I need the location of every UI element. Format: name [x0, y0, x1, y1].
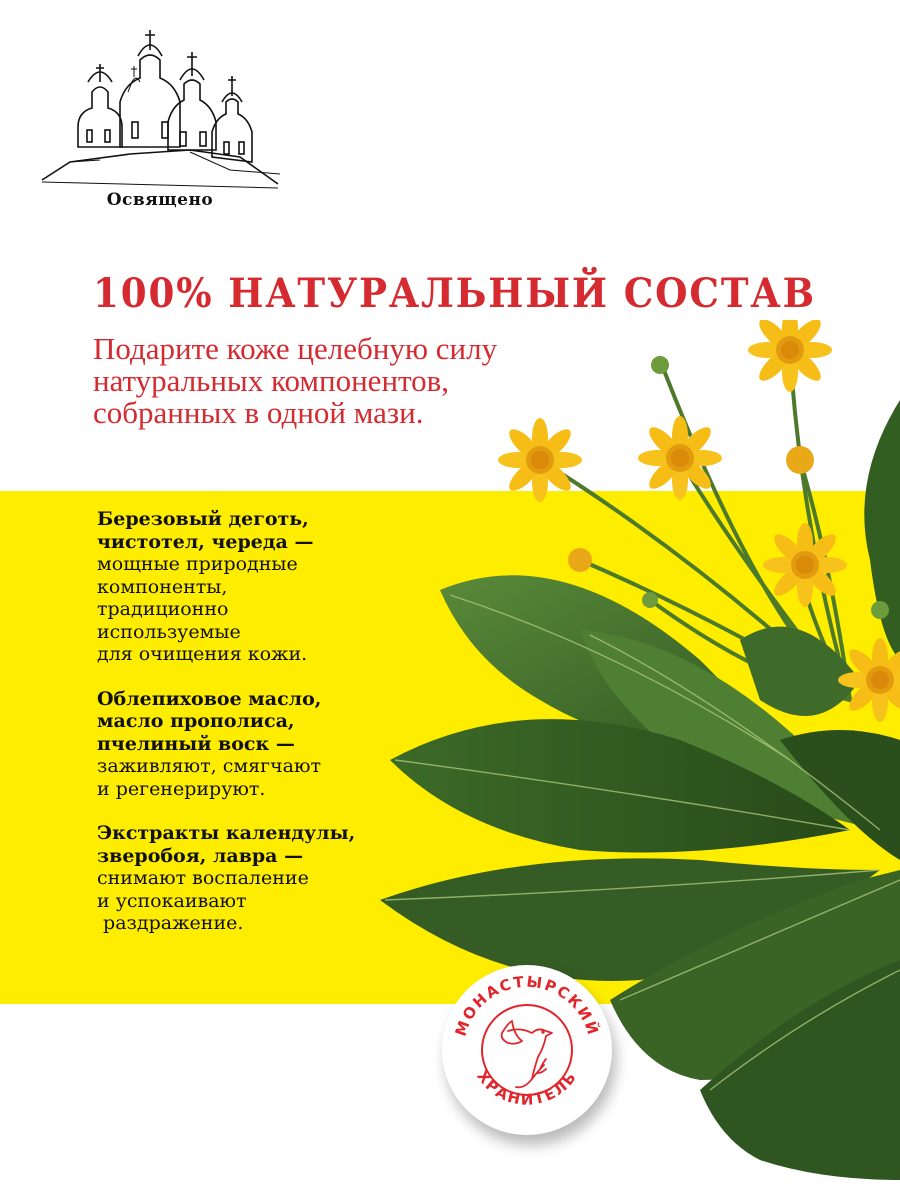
subtitle-line: собранных в одной мази.: [93, 395, 424, 430]
feature-item: [97, 508, 417, 666]
church-domes-icon: [40, 22, 285, 192]
feature-heading: Облепиховое масло,: [97, 687, 322, 710]
feature-heading: зверобоя, лавра —: [97, 844, 304, 867]
feature-heading: Березовый деготь,: [97, 508, 309, 530]
feature-heading: пчелиный воск —: [97, 732, 295, 755]
svg-text:ХРАНИТЕЛЬ: [473, 1067, 581, 1108]
feature-item: [97, 822, 417, 935]
badge-top-text: МОНАСТЫРСКИЙ: [451, 972, 603, 1039]
feature-text: снимают воспаление: [97, 867, 309, 889]
brand-badge: [442, 965, 612, 1135]
feature-heading: Экстракты календулы,: [97, 822, 356, 844]
feature-text: и успокаивают: [97, 889, 247, 912]
subtitle-line: Подарите коже целебную силу: [93, 331, 498, 366]
feature-text: и регенерируют.: [97, 777, 266, 800]
page-title: 100% НАТУРАЛЬНЫЙ СОСТАВ: [93, 270, 816, 317]
feature-heading: чистотел, череда —: [97, 530, 314, 553]
subtitle-line: натуральных компонентов,: [93, 363, 450, 398]
feature-text: компоненты,: [97, 575, 228, 598]
dove-with-branch-icon: [442, 965, 612, 1135]
feature-text: мощные природные: [97, 553, 298, 575]
feature-text: используемые: [97, 620, 241, 643]
features-list: [97, 508, 417, 957]
feature-item: [97, 688, 417, 801]
feature-text: заживляют, смягчают: [97, 755, 322, 777]
feature-text: раздражение.: [97, 912, 244, 934]
badge-bottom-text: ХРАНИТЕЛЬ: [473, 1067, 581, 1109]
feature-text: для очищения кожи.: [97, 643, 308, 665]
consecrated-caption: Освящено: [106, 190, 214, 210]
feature-heading: масло прополиса,: [97, 710, 295, 732]
feature-text: традиционно: [97, 598, 229, 620]
